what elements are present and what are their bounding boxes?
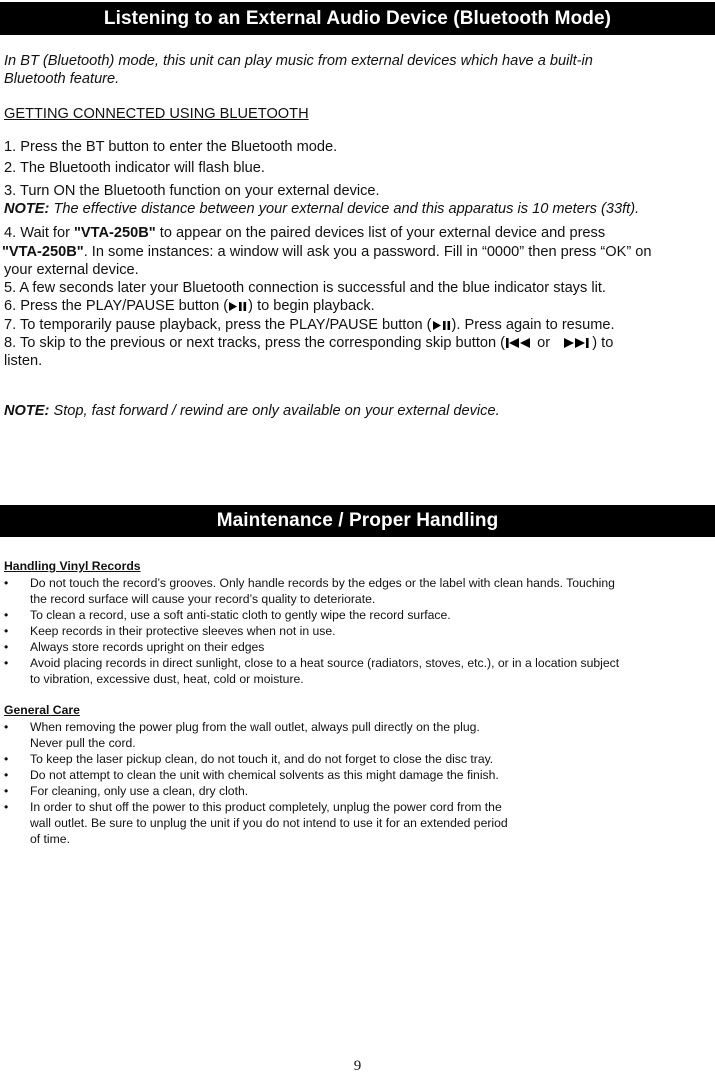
- step-8-prefix: 8. To skip to the previous or next tracks, press the corresponding skip button (: [4, 335, 506, 351]
- model-name: "VTA-250B": [74, 225, 156, 241]
- list-item-text: When removing the power plug from the wall outlet, always pull directly on the plug.: [30, 720, 480, 734]
- note-label: NOTE:: [4, 403, 50, 419]
- step-4-line-2-text: . In some instances: a window will ask you a password. Fill in “0000” then press “OK” on: [83, 244, 652, 260]
- list-item-text: Do not attempt to clean the unit with chemical solvents as this might damage the finish.: [30, 768, 499, 782]
- step-8-or: or: [533, 335, 555, 351]
- list-item-continuation: Never pull the cord.: [30, 736, 136, 750]
- step-8-line-1: [4, 334, 613, 355]
- step-4-line-2: [2, 243, 651, 262]
- step-4-line-1: [4, 224, 605, 243]
- list-item-continuation: wall outlet. Be sure to unplug the unit if you do not intend to use it for an extended period: [30, 816, 508, 830]
- bullet: •: [4, 624, 9, 638]
- step-8-line-2: listen.: [4, 353, 43, 369]
- list-item-text: In order to shut off the power to this product completely, unplug the power cord from the: [30, 800, 502, 814]
- bullet: •: [4, 720, 9, 734]
- bullet: •: [4, 800, 9, 814]
- list-item-continuation: of time.: [30, 832, 70, 846]
- step-1: 1. Press the BT button to enter the Bluetooth mode.: [4, 139, 338, 155]
- list-item-continuation: the record surface will cause your record’s quality to deteriorate.: [30, 592, 376, 606]
- step-7-suffix: ). Press again to resume.: [451, 317, 615, 333]
- list-item-text: Do not touch the record’s grooves. Only handle records by the edges or the label with clean hands. Touching: [30, 576, 615, 590]
- bullet: •: [4, 608, 9, 622]
- note-external-controls: [4, 402, 500, 421]
- bullet: •: [4, 640, 9, 654]
- bullet: •: [4, 768, 9, 782]
- list-item-continuation: to vibration, excessive dust, heat, cold or moisture.: [30, 672, 304, 686]
- list-item-text: Keep records in their protective sleeves when not in use.: [30, 624, 336, 638]
- step-6: [4, 297, 375, 318]
- connect-heading: GETTING CONNECTED USING BLUETOOTH: [4, 106, 309, 122]
- list-item-text: To keep the laser pickup clean, do not touch it, and do not forget to close the disc tray.: [30, 752, 494, 766]
- step-3: 3. Turn ON the Bluetooth function on your external device.: [4, 183, 380, 199]
- note-distance: [4, 200, 639, 219]
- note-external-controls-text: Stop, fast forward / rewind are only available on your external device.: [49, 403, 500, 419]
- page-number: 9: [353, 1058, 362, 1074]
- intro-line-2: Bluetooth feature.: [4, 71, 120, 87]
- list-item-text: For cleaning, only use a clean, dry cloth.: [30, 784, 249, 798]
- step-6-prefix: 6. Press the PLAY/PAUSE button (: [4, 298, 229, 314]
- bullet: •: [4, 576, 9, 590]
- skip-next-icon: [562, 336, 592, 355]
- step-8-suffix: ) to: [592, 335, 614, 351]
- step-5: 5. A few seconds later your Bluetooth connection is successful and the blue indicator stays lit.: [4, 280, 606, 296]
- step-4-prefix: 4. Wait for: [4, 225, 75, 241]
- step-4-suffix: to appear on the paired devices list of your external device and press: [155, 225, 606, 241]
- note-label: NOTE:: [4, 201, 50, 217]
- step-6-suffix: ) to begin playback.: [248, 298, 375, 314]
- step-7-prefix: 7. To temporarily pause playback, press the PLAY/PAUSE button (: [4, 317, 432, 333]
- list-item-text: Always store records upright on their edges: [30, 640, 265, 654]
- bullet: •: [4, 784, 9, 798]
- intro-line-1: In BT (Bluetooth) mode, this unit can play music from external devices which have a built-in: [4, 53, 593, 69]
- skip-previous-icon: [505, 336, 533, 355]
- list-item-text: Avoid placing records in direct sunlight, close to a heat source (radiators, stoves, etc.), or in a location subject: [30, 656, 620, 670]
- bluetooth-section-title-bar: [0, 2, 715, 35]
- step-4-line-3: your external device.: [4, 262, 139, 278]
- bullet: •: [4, 752, 9, 766]
- vinyl-heading: Handling Vinyl Records: [4, 559, 141, 573]
- bullet: •: [4, 656, 9, 670]
- note-distance-text: The effective distance between your external device and this apparatus is 10 meters (33ft).: [49, 201, 640, 217]
- maintenance-section-title-bar: [0, 505, 715, 537]
- general-care-heading: General Care: [4, 703, 80, 717]
- model-name: "VTA-250B": [2, 244, 84, 260]
- bluetooth-section-title: Listening to an External Audio Device (Bluetooth Mode): [103, 8, 612, 29]
- list-item-text: To clean a record, use a soft anti-static cloth to gently wipe the record surface.: [30, 608, 451, 622]
- maintenance-section-title: Maintenance / Proper Handling: [216, 510, 499, 531]
- step-2: 2. The Bluetooth indicator will flash blue.: [4, 160, 265, 176]
